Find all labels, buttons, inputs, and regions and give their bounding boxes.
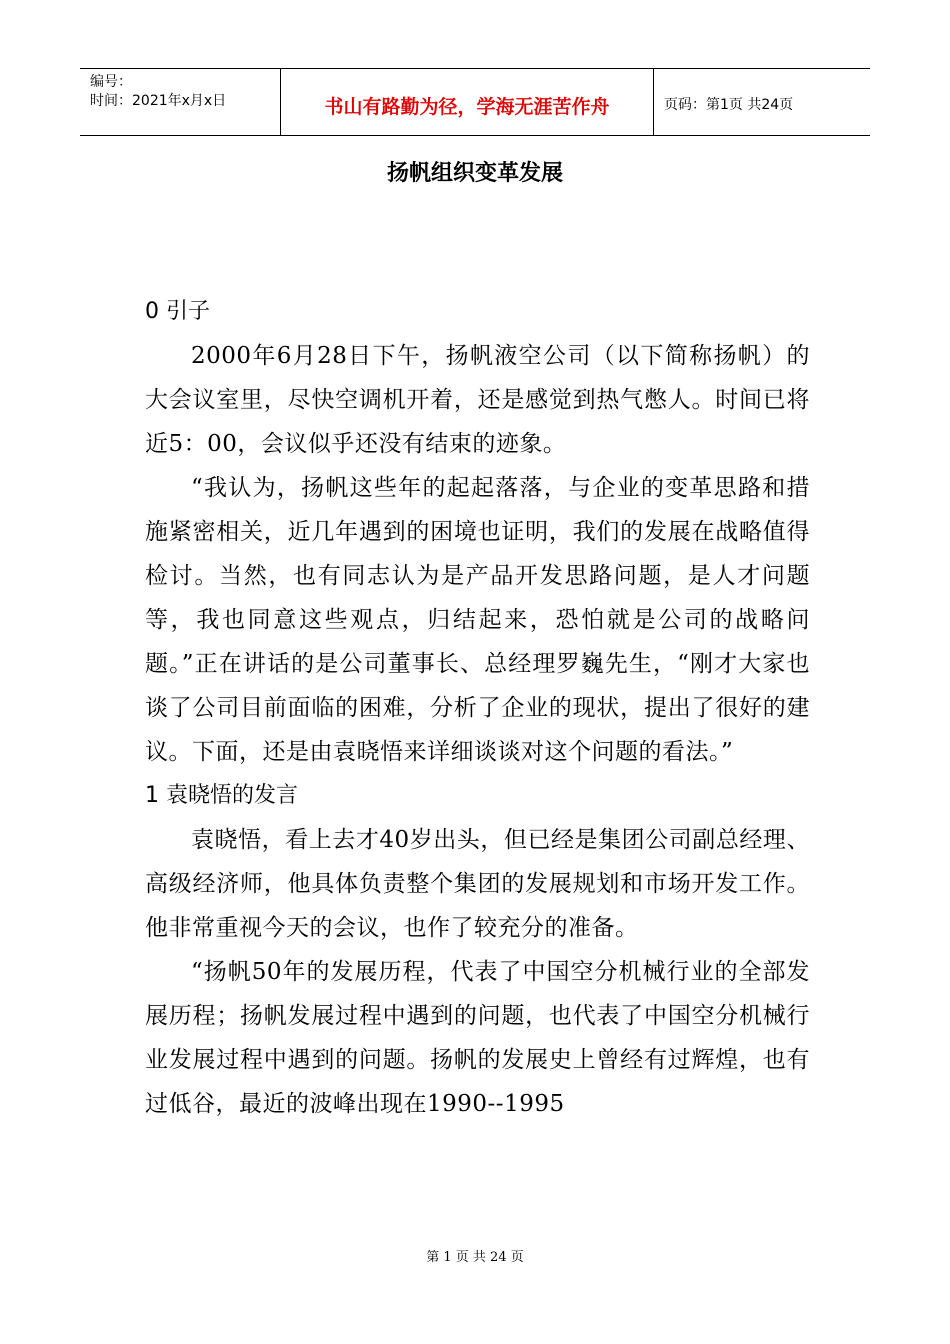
paragraph: 袁晓悟，看上去才40岁出头，但已经是集团公司副总经理、高级经济师，他具体负责整个集团的发展规划和市场开发工作。他非常重视今天的会议，也作了较充分的准备。: [145, 827, 810, 941]
header-page-info: 页码：第1页 共24页: [664, 97, 794, 113]
document-date: 时间：2021年x月x日: [90, 93, 227, 109]
document-number-label: 编号：: [90, 74, 132, 90]
paragraph: 2000年6月28日下午，扬帆液空公司（以下简称扬帆）的大会议室里，尽快空调机开着，还是感觉到热气憋人。时间已将近5：00，会议似乎还没有结束的迹象。: [145, 343, 810, 457]
document-title: 扬帆组织变革发展: [386, 161, 563, 186]
section-heading-speech: 1 袁晓悟的发言: [145, 783, 298, 808]
page-footer: 第 1 页 共 24 页: [426, 1250, 524, 1265]
section-heading-intro: 0 引子: [145, 299, 210, 324]
header-motto: 书山有路勤为径，学海无涯苦作舟: [281, 69, 654, 135]
header-meta-cell: [80, 69, 281, 135]
document-header-table: [80, 68, 870, 136]
paragraph: “扬帆50年的发展历程，代表了中国空分机械行业的全部发展历程；扬帆发展过程中遇到的问题，也代表了中国空分机械行业发展过程中遇到的问题。扬帆的发展史上曾经有过辉煌，也有过低谷，最近的波峰出现在1990--1995: [145, 959, 810, 1117]
document-body: [145, 290, 810, 1126]
paragraph: “我认为，扬帆这些年的起起落落，与企业的变革思路和措施紧密相关，近几年遇到的困境也证明，我们的发展在战略值得检讨。当然，也有同志认为是产品开发思路问题，是人才问题等，我也同意这些观点，归结起来，恐怕就是公司的战略问题。”正在讲话的是公司董事长、总经理罗巍先生，“刚才大家也谈了公司目前面临的困难，分析了企业的现状，提出了很好的建议。下面，还是由袁晓悟来详细谈谈对这个问题的看法。”: [145, 475, 810, 765]
